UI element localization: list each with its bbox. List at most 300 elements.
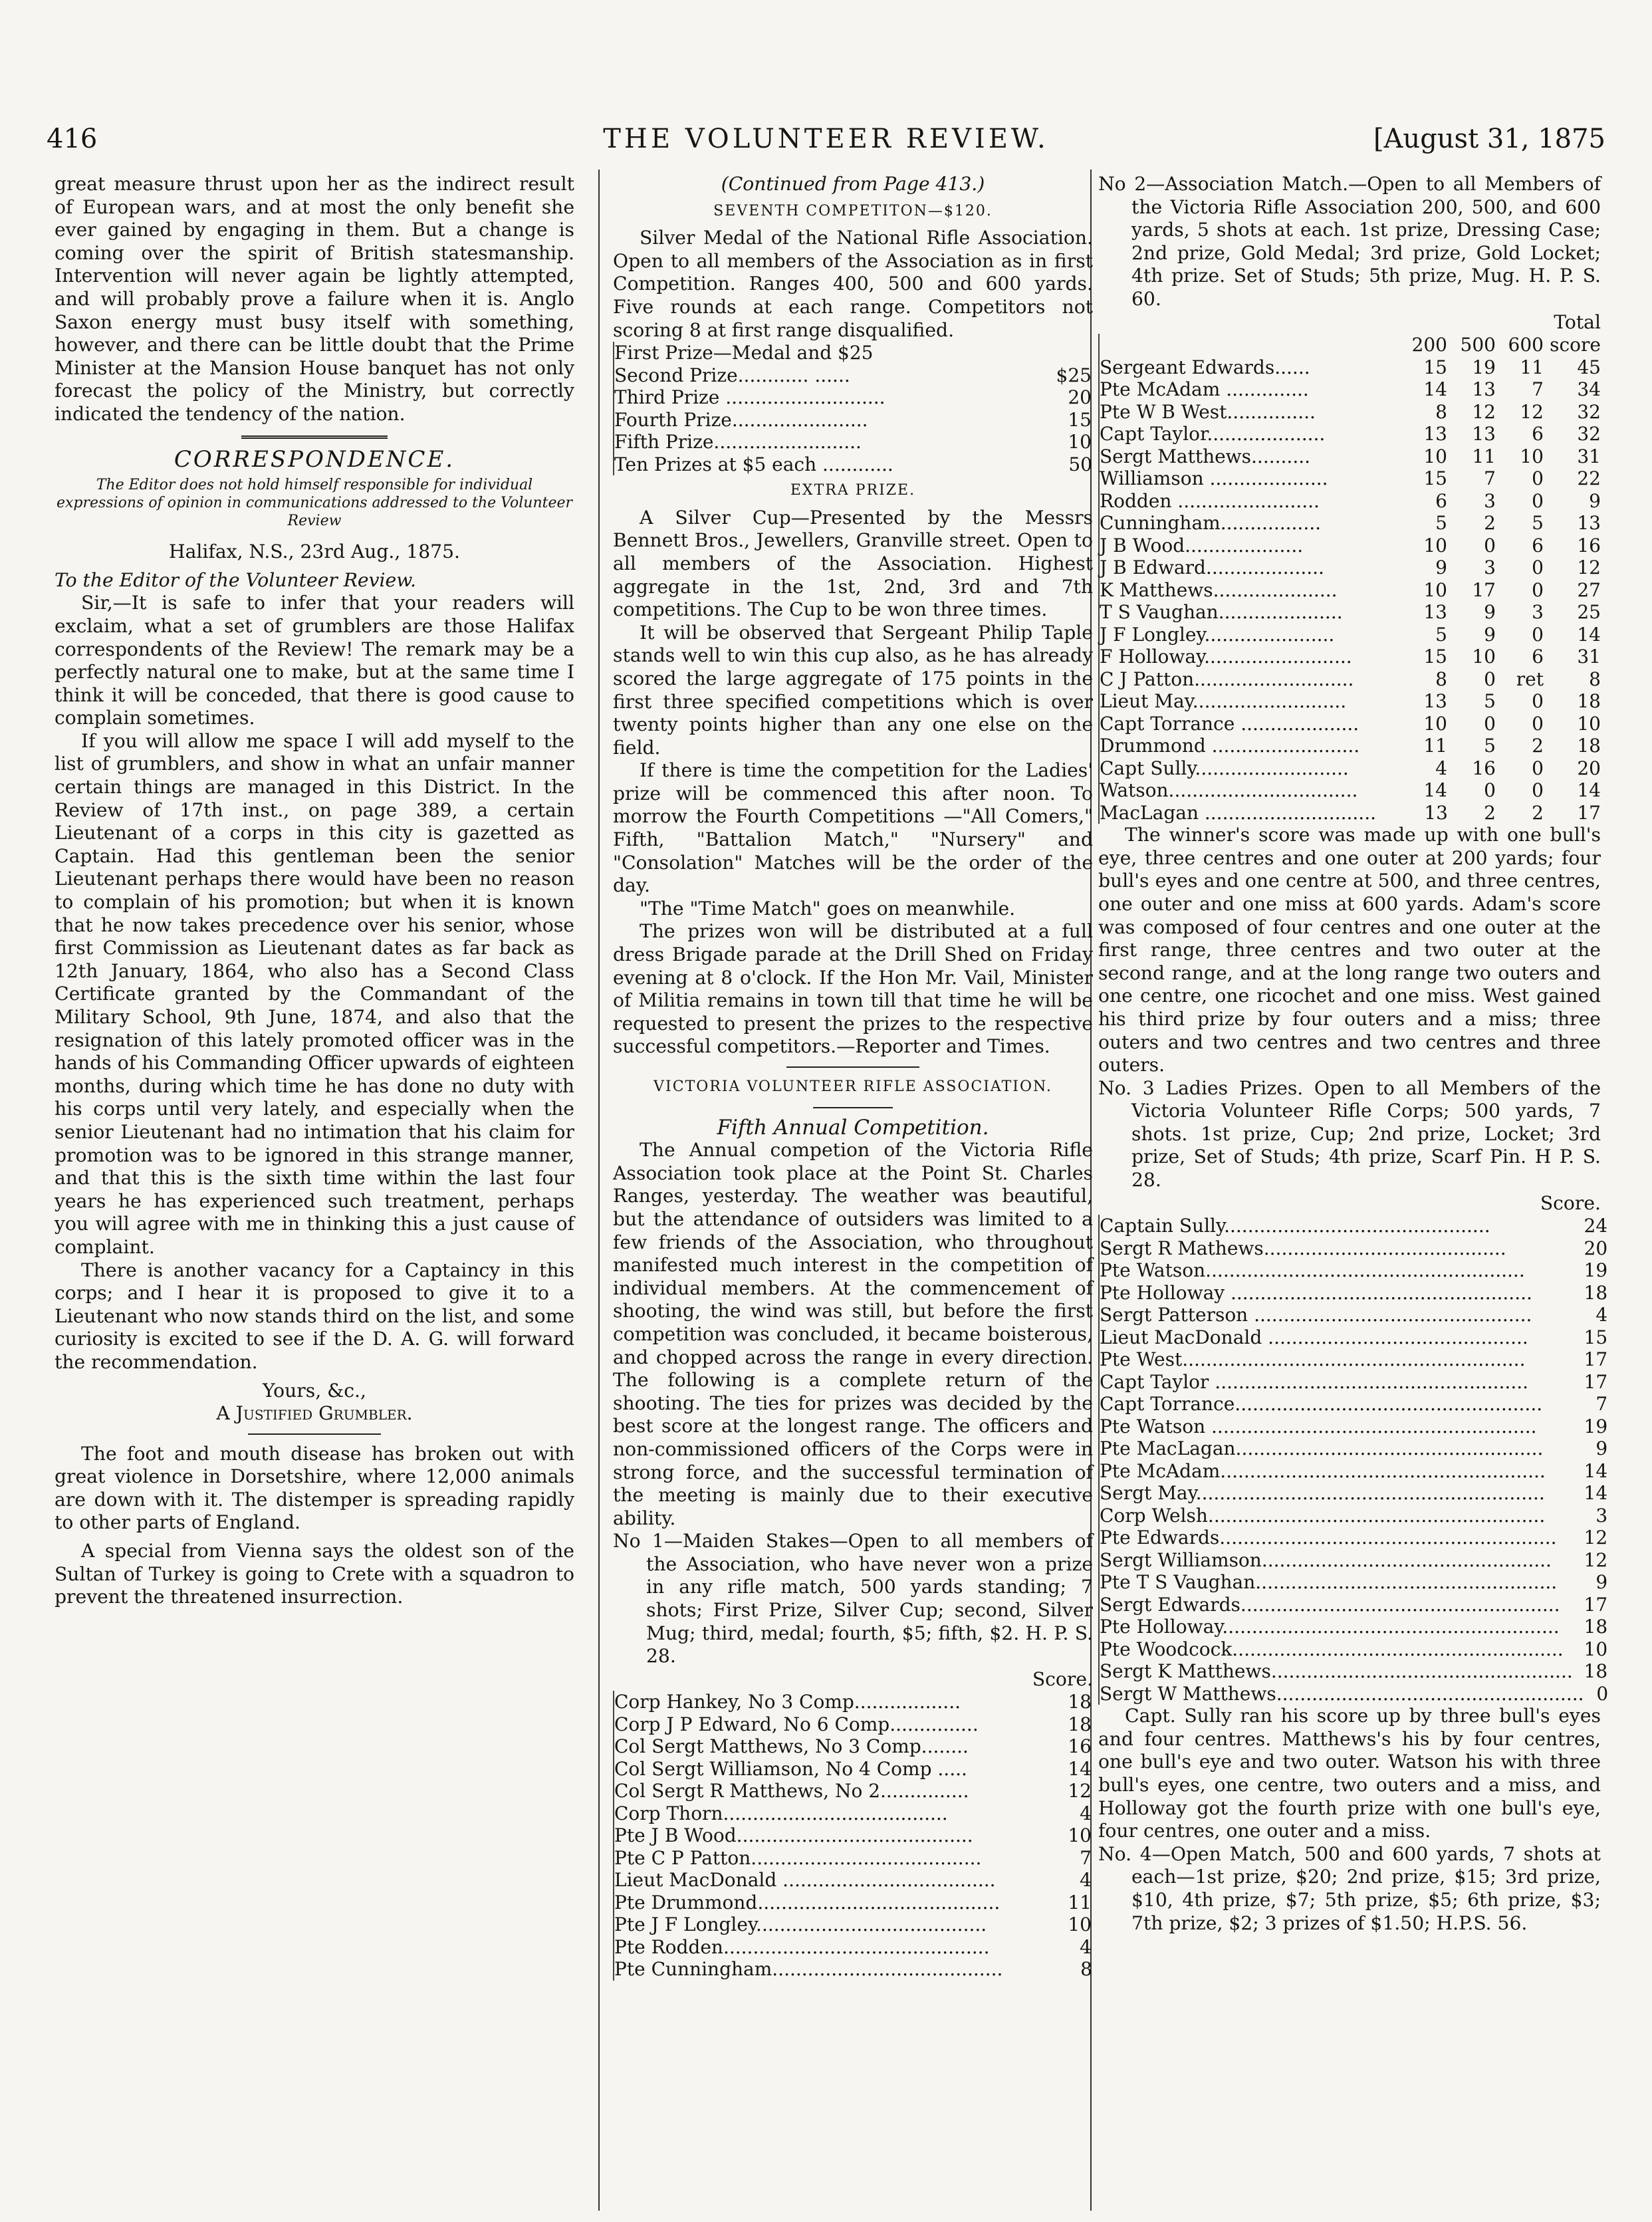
competitor-name: J F Longley......................	[1100, 623, 1335, 646]
score-600-yards: 0	[1532, 623, 1544, 646]
competitor-name: Rodden ........................	[1100, 489, 1320, 512]
score-200-yards: 8	[1435, 400, 1447, 423]
letter-signature: A Justified Grumbler.	[216, 1402, 413, 1425]
competitor-score: 10	[1068, 1913, 1092, 1936]
total-score: 20	[1577, 757, 1601, 779]
prize-amount: 20	[1068, 386, 1092, 409]
table-row	[614, 1713, 1092, 1736]
competitor-name: Corp Welsh.........................................................	[1100, 1504, 1546, 1527]
competitor-name: T S Vaughan.....................	[1100, 601, 1343, 624]
table-row	[1099, 690, 1601, 713]
competitor-name: Pte Rodden.............................................	[614, 1935, 990, 1958]
extra-prize-paragraph: A Silver Cup—Presented by the Messrs Bennett Bros., Jewellers, Granville street. Open to all members of the Association. Highest aggregate in the 1st, 2nd, 3rd and 7th competitions. The Cup to be won three times.	[613, 506, 1093, 621]
table-row	[1099, 1393, 1608, 1416]
table-row	[1099, 423, 1601, 445]
table-row	[1099, 1215, 1608, 1237]
score-600-yards: 0	[1532, 556, 1544, 579]
total-score: 18	[1577, 690, 1601, 713]
competitor-score: 11	[1068, 1891, 1092, 1913]
table-row	[614, 453, 1092, 476]
competitor-name: Pte Woodcock........................................................	[1100, 1638, 1564, 1660]
prize-amount	[1044, 342, 1092, 364]
competitor-name: Pte McAdam.......................................................	[1100, 1459, 1546, 1482]
table-row	[614, 342, 1092, 364]
table-row	[614, 1824, 1092, 1847]
competitor-score: 15	[1584, 1326, 1608, 1348]
table-row	[1099, 1326, 1608, 1349]
competitor-name: Capt Torrance....................................................	[1100, 1393, 1543, 1416]
prize-label: Second Prize............ ......	[614, 364, 850, 386]
competitor-score: 18	[1584, 1616, 1608, 1638]
score-600-yards: 10	[1520, 445, 1544, 467]
competitor-name: Capt Sully..........................	[1100, 757, 1349, 779]
table-row	[1099, 1549, 1608, 1572]
score-600-yards: ret	[1516, 668, 1544, 690]
correspondence-heading: CORRESPONDENCE.	[174, 445, 455, 473]
competitor-name: Pte Holloway.........................................................	[1100, 1616, 1560, 1638]
total-score: 22	[1577, 467, 1601, 490]
table-row	[1099, 1683, 1608, 1705]
competitor-name: Pte Watson .......................................................	[1100, 1415, 1537, 1437]
competitor-name: Capt Taylor....................	[1100, 423, 1326, 445]
score-600-yards: 0	[1532, 489, 1544, 512]
competitor-name: Pte West..........................................................	[1100, 1348, 1526, 1371]
table-row	[1099, 1616, 1608, 1638]
competitor-score: 18	[1068, 1713, 1092, 1735]
letter-dateline: Halifax, N.S., 23rd Aug., 1875.	[169, 541, 460, 563]
score-600-yards: 0	[1532, 467, 1544, 490]
section-divider	[813, 1107, 893, 1108]
column-divider-1	[598, 170, 600, 2211]
competitor-name: Sergt Williamson.................................................	[1100, 1548, 1552, 1571]
seventh-competition-description: Silver Medal of the National Rifle Association. Open to all members of the Association as in first Competition. Ranges 400, 500 and 600 yards. Five rounds at each range. Competitors not scoring 8 at first range disqualified.	[613, 227, 1093, 341]
competitor-name: Cunningham.................	[1100, 512, 1322, 535]
score-500-yards: 17	[1472, 578, 1496, 601]
competitor-score: 17	[1584, 1593, 1608, 1616]
prize-label: First Prize—Medal and $25	[614, 342, 874, 364]
section-divider	[786, 1066, 919, 1068]
total-score: 13	[1577, 512, 1601, 535]
masthead-title: THE VOLUNTEER REVIEW.	[603, 124, 1049, 154]
match1-results-table	[613, 1691, 1093, 1981]
total-score: 9	[1589, 489, 1601, 512]
competitor-name: Sergt May...........................................................	[1100, 1482, 1545, 1505]
score-500-yards: 3	[1484, 489, 1496, 512]
competitor-score: 12	[1584, 1548, 1608, 1571]
total-score: 18	[1577, 735, 1601, 757]
competitor-name: Lieut MacDonald ............................................	[1100, 1326, 1528, 1348]
score-500-yards: 9	[1484, 601, 1496, 624]
competitor-score: 14	[1068, 1757, 1092, 1780]
match2-description: No 2—Association Match.—Open to all Members of the Victoria Rifle Association 200, 500, and 600 yards, 5 shots at each. 1st prize, Dressing Case; 2nd prize, Gold Medal; 3rd prize, Gold Locket; 4th prize. Set of Studs; 5th prize, Mug. H. P. S. 60.	[1098, 173, 1601, 310]
total-score: 14	[1577, 779, 1601, 802]
match4-description: No. 4—Open Match, 500 and 600 yards, 7 shots at each—1st prize, $20; 2nd prize, $15; 3rd prize, $10, 4th prize, $7; 5th prize, $5; 6th prize, $3; 7th prize, $2; 3 prizes of $1.50; H.P.S. 56.	[1098, 1842, 1601, 1934]
page-number: 416	[47, 124, 98, 154]
match3-notes: Capt. Sully ran his score up by three bull's eyes and four centres. Matthews's his by four centres, one bull's eye and two outer. Watson his with three bull's eyes, one centre, two outers and a miss, and Holloway got the fourth prize with one bull's eye, four centres, one outer and a miss.	[1098, 1705, 1601, 1842]
score-200-yards: 13	[1423, 690, 1447, 713]
table-row	[1099, 802, 1601, 824]
table-row	[1099, 467, 1601, 490]
table-row	[1099, 1571, 1608, 1594]
score-600-yards: 5	[1532, 512, 1544, 535]
score-200-yards: 4	[1435, 757, 1447, 779]
competitor-name: Pte MacLagan....................................................	[1100, 1437, 1544, 1460]
score-200-yards: 10	[1423, 578, 1447, 601]
score-600-yards: 0	[1532, 757, 1544, 779]
competitor-score: 18	[1584, 1281, 1608, 1304]
table-row	[1099, 1527, 1608, 1549]
total-score: 31	[1577, 445, 1601, 467]
score-600-yards: 0	[1532, 578, 1544, 601]
score-500-yards: 10	[1472, 646, 1496, 668]
score-200-yards: 5	[1435, 623, 1447, 646]
score-500-yards: 19	[1472, 356, 1496, 378]
extra-prize-paragraph: The prizes won will be distributed at a full dress Brigade parade at the Drill Shed on Friday evening at 8 o'clock. If the Hon Mr. Vail, Minister of Militia remains in town till that time he will be requested to present the prizes to the respective successful competitors.—Reporter and Times.	[613, 920, 1093, 1058]
column-header: 500	[1460, 334, 1496, 356]
column-right	[1098, 173, 1609, 2207]
table-row	[614, 431, 1092, 453]
table-row	[614, 1936, 1092, 1959]
score-500-yards: 3	[1484, 556, 1496, 579]
total-score: 10	[1577, 712, 1601, 735]
score-600-yards: 7	[1532, 378, 1544, 401]
table-row	[1099, 445, 1601, 468]
score-500-yards: 0	[1484, 712, 1496, 735]
seventh-competition-heading: SEVENTH COMPETITON—$120.	[713, 202, 993, 219]
score-600-yards: 6	[1532, 423, 1544, 445]
competitor-score: 19	[1584, 1415, 1608, 1437]
table-row	[1099, 668, 1601, 691]
competitor-name: Pte Edwards.........................................................	[1100, 1527, 1557, 1549]
editorial-paragraph: great measure thrust upon her as the indirect result of European wars, and at most the only benefit she ever gained by engaging in them. But a change is coming over the spirit of British statesmanship. Intervention will never again be lightly attempted, and will probably prove a failure when it is. Anglo Saxon energy must busy itself with something, however, and there can be little doubt that the Prime Minister at the Mansion House banquet has not only forecast the policy of the Ministry, but correctly indicated the tendency of the nation.	[55, 173, 574, 425]
prize-label: Ten Prizes at $5 each ............	[614, 453, 893, 475]
prize-amount: $25	[1056, 364, 1092, 386]
competitor-name: Sergt W Matthews....................................................	[1100, 1682, 1584, 1705]
column-middle	[613, 173, 1093, 2207]
table-row	[1099, 1348, 1608, 1371]
competitor-name: Corp Thorn......................................	[614, 1802, 948, 1824]
table-row	[1099, 490, 1601, 513]
score-200-yards: 6	[1435, 489, 1447, 512]
score-200-yards: 10	[1423, 445, 1447, 467]
total-score: 8	[1589, 668, 1601, 690]
score-label: Score.	[1032, 1667, 1093, 1690]
match1-description: No 1—Maiden Stakes—Open to all members of the Association, who have never won a prize in any rifle match, 500 yards standing; 7 shots; First Prize, Silver Cup; second, Silver Mug; third, medal; fourth, $5; fifth, $2. H. P. S. 28.	[613, 1530, 1093, 1667]
score-600-yards: 6	[1532, 646, 1544, 668]
score-500-yards: 5	[1484, 690, 1496, 713]
letter-salutation: To the Editor of the Volunteer Review.	[55, 568, 416, 591]
match3-results-table	[1098, 1215, 1609, 1705]
score-200-yards: 5	[1435, 512, 1447, 535]
table-row	[1099, 779, 1601, 802]
competitor-score: 0	[1596, 1682, 1609, 1705]
column-left	[55, 173, 574, 2207]
score-200-yards: 15	[1423, 356, 1447, 378]
score-500-yards: 12	[1472, 400, 1496, 423]
competitor-name: Sergt Patterson ...............................................	[1100, 1304, 1532, 1326]
competitor-name: Col Sergt Williamson, No 4 Comp .....	[614, 1757, 967, 1780]
score-500-yards: 5	[1484, 735, 1496, 757]
competitor-name: Williamson ....................	[1100, 467, 1328, 490]
total-score: 14	[1577, 623, 1601, 646]
table-row	[1099, 579, 1601, 602]
table-row	[1099, 646, 1601, 668]
competitor-score: 18	[1584, 1660, 1608, 1683]
table-row	[614, 1758, 1092, 1781]
score-600-yards: 0	[1532, 690, 1544, 713]
prize-label: Third Prize ...........................	[614, 386, 885, 409]
competitor-score: 9	[1595, 1571, 1608, 1594]
table-header-row	[1099, 334, 1601, 356]
table-row	[1099, 401, 1601, 424]
total-score: 32	[1577, 423, 1601, 445]
score-600-yards: 6	[1532, 534, 1544, 556]
letter-paragraph: Sir,—It is safe to infer that your readers will exclaim, what a set of grumblers are those Halifax correspondents of the Review! The remark may be a perfectly natural one to make, but at the same time I think it will be conceded, that there is good cause to complain sometimes.	[55, 592, 574, 729]
table-row	[1099, 713, 1601, 735]
competitor-score: 14	[1584, 1482, 1608, 1505]
extra-prize-paragraph: If there is time the competition for the Ladies' prize will be commenced this after noon. To morrow the Fourth Competitions —"All Comers," Fifth, "Battalion Match," "Nursery" and "Consolation" Matches will be the order of the day.	[613, 759, 1093, 897]
news-paragraph: The foot and mouth disease has broken out with great violence in Dorsetshire, where 12,000 animals are down with it. The distemper is spreading rapidly to other parts of England.	[55, 1442, 574, 1534]
match2-results-table	[1098, 334, 1601, 824]
score-500-yards: 0	[1484, 779, 1496, 802]
competitor-name: Col Sergt Matthews, No 3 Comp........	[614, 1735, 969, 1758]
table-row	[1099, 356, 1601, 379]
news-paragraph: A special from Vienna says the oldest son of the Sultan of Turkey is going to Crete with a squadron to prevent the threatened insurrection.	[55, 1540, 574, 1608]
score-500-yards: 2	[1484, 512, 1496, 535]
prize-label: Fifth Prize.........................	[614, 431, 862, 453]
total-score: 16	[1577, 534, 1601, 556]
competitor-score: 24	[1584, 1215, 1608, 1237]
table-row	[614, 386, 1092, 409]
table-row	[1099, 1259, 1608, 1282]
continued-note: (Continued from Page 413.)	[721, 173, 985, 195]
table-row	[1099, 1416, 1608, 1438]
competitor-score: 7	[1080, 1846, 1092, 1869]
competitor-name: MacLagan .............................	[1100, 801, 1376, 824]
score-600-yards: 0	[1532, 712, 1544, 735]
competitor-score: 10	[1584, 1638, 1608, 1660]
competitor-name: Watson................................	[1100, 779, 1358, 802]
prize-amount: 10	[1068, 431, 1092, 453]
competitor-score: 12	[1584, 1527, 1608, 1549]
column-header: 600	[1508, 334, 1544, 356]
competitor-score: 9	[1595, 1437, 1608, 1460]
prize-amount: 15	[1068, 408, 1092, 431]
table-row	[614, 1780, 1092, 1802]
table-row	[1099, 1460, 1608, 1483]
competitor-score: 17	[1584, 1370, 1608, 1393]
competitor-name: J B Edward....................	[1100, 556, 1324, 579]
competitor-name: Pte McAdam ..............	[1100, 378, 1309, 401]
table-row	[614, 364, 1092, 387]
score-200-yards: 15	[1423, 467, 1447, 490]
table-row	[1099, 1282, 1608, 1304]
competitor-name: Sergt R Mathews.........................................	[1100, 1237, 1506, 1259]
editor-disclaimer: The Editor does not hold himself responsible for individual expressions of opinion in communications addressed to the Volunteer Review	[56, 477, 573, 530]
competitor-score: 17	[1584, 1348, 1608, 1371]
table-row	[614, 1691, 1092, 1713]
competitor-score: 4	[1080, 1802, 1092, 1824]
competitor-name: Pte J F Longley.......................................	[614, 1913, 987, 1936]
competitor-name: Lieut May..........................	[1100, 690, 1347, 713]
competitor-name: Pte J B Wood........................................	[614, 1824, 973, 1847]
score-500-yards: 16	[1472, 757, 1496, 779]
table-row	[1099, 1660, 1608, 1683]
total-score: 12	[1577, 556, 1601, 579]
total-score: 27	[1577, 578, 1601, 601]
score-200-yards: 9	[1435, 556, 1447, 579]
table-row	[614, 1913, 1092, 1936]
prize-table	[613, 342, 1093, 475]
competitor-score: 14	[1584, 1459, 1608, 1482]
table-row	[1099, 735, 1601, 757]
score-200-yards: 13	[1424, 801, 1448, 824]
column-header: 200	[1411, 334, 1447, 356]
total-label: Total	[1554, 310, 1601, 333]
table-row	[1099, 378, 1601, 401]
total-score: 34	[1577, 378, 1601, 401]
page-header	[47, 117, 1605, 164]
score-200-yards: 11	[1423, 735, 1447, 757]
score-200-yards: 14	[1423, 779, 1447, 802]
issue-date: [August 31, 1875	[1373, 124, 1605, 154]
prize-amount: 50	[1068, 453, 1092, 475]
table-row	[614, 1847, 1092, 1870]
score-200-yards: 14	[1423, 378, 1447, 401]
competitor-score: 7	[1595, 1393, 1608, 1416]
competitor-score: 4	[1080, 1935, 1092, 1958]
score-label: Score.	[1540, 1191, 1601, 1214]
score-500-yards: 0	[1484, 534, 1496, 556]
extra-prize-paragraph: "The "Time Match" goes on meanwhile.	[640, 897, 1016, 920]
match2-notes: The winner's score was made up with one bull's eye, three centres and one outer at 200 yards; four bull's eyes and one centre at 500, and three centres, one outer and one miss at 600 yards. Adam's score was composed of four centres and one outer at the first range, three centres and two outer at the second range, and at the long range two outers and one centre, one ricochet and one miss. West gained his third prize by four outers and a miss; three outers and two centres and two centres and three outers.	[1098, 824, 1601, 1076]
competitor-score: 19	[1584, 1259, 1608, 1282]
table-row	[1099, 1237, 1608, 1260]
section-divider	[248, 1433, 381, 1435]
competitor-name: Pte Holloway ...................................................	[1100, 1281, 1532, 1304]
table-row	[614, 1958, 1092, 1981]
competitor-name: Lieut MacDonald ....................................	[614, 1869, 996, 1892]
score-600-yards: 12	[1520, 400, 1544, 423]
table-row	[614, 1892, 1092, 1914]
score-200-yards: 10	[1423, 712, 1447, 735]
score-500-yards: 9	[1484, 623, 1496, 646]
competitor-score: 12	[1068, 1780, 1092, 1802]
table-row	[614, 409, 1092, 432]
competitor-name: Captain Sully.............................................	[1100, 1215, 1490, 1237]
competitor-score: 18	[1068, 1691, 1092, 1713]
score-200-yards: 10	[1423, 534, 1447, 556]
competitor-name: Corp J P Edward, No 6 Comp...............	[614, 1713, 979, 1735]
competitor-score: 16	[1068, 1735, 1092, 1758]
table-row	[1099, 601, 1601, 624]
total-score: 32	[1577, 400, 1601, 423]
table-row	[1099, 535, 1601, 557]
table-row	[614, 1735, 1092, 1758]
score-200-yards: 13	[1423, 423, 1447, 445]
competitor-name: Sergeant Edwards......	[1100, 356, 1310, 378]
total-score: 17	[1577, 801, 1601, 824]
letter-paragraph: There is another vacancy for a Captaincy in this corps; and I hear it is proposed to give it to a Lieutenant who now stands third on the list, and some curiosity is excited to see if the D. A. G. will forward the recommendation.	[55, 1259, 574, 1373]
table-row	[1099, 624, 1601, 646]
table-row	[614, 1869, 1092, 1892]
table-row	[1099, 1482, 1608, 1505]
table-row	[1099, 757, 1601, 780]
competitor-name: C J Patton...........................	[1100, 668, 1354, 690]
competitor-name: Pte T S Vaughan...................................................	[1100, 1571, 1558, 1594]
table-row	[1099, 1505, 1608, 1527]
score-200-yards: 13	[1423, 601, 1447, 624]
total-score: 45	[1577, 356, 1601, 378]
extra-prize-heading: EXTRA PRIZE.	[790, 482, 916, 499]
competitor-name: Pte Drummond.........................................	[614, 1891, 1001, 1913]
table-row	[1099, 1594, 1608, 1616]
competitor-name: F Holloway.........................	[1100, 646, 1352, 668]
competition-report: The Annual competion of the Victoria Rifle Association took place at the Point St. Charles Ranges, yesterday. The weather was beautiful, but the attendance of outsiders was limited to a few friends of the Association, who throughout manifested much interest in the competition of individual members. At the commencement of shooting, the wind was still, but before the first competition was concluded, it became boisterous, and chopped across the range in every direction. The following is a complete return of the shooting. The ties for prizes was decided by the best score at the longest range. The officers and non-commissioned officers of the Corps were in strong force, and the successful termination of the meeting is mainly due to their executive ability.	[613, 1139, 1093, 1529]
table-row	[1099, 1437, 1608, 1460]
competitor-name: K Matthews.....................	[1100, 578, 1338, 601]
competitor-name: Pte W B West...............	[1100, 400, 1316, 423]
score-500-yards: 7	[1484, 467, 1496, 490]
competitor-name: Capt Torrance ....................	[1100, 712, 1359, 735]
table-row	[1099, 1371, 1608, 1394]
table-row	[1099, 556, 1601, 579]
column-header: score	[1550, 334, 1601, 356]
table-row	[1099, 512, 1601, 535]
table-row	[1099, 1638, 1608, 1661]
association-heading: VICTORIA VOLUNTEER RIFLE ASSOCIATION.	[653, 1078, 1052, 1095]
annual-competition-heading: Fifth Annual Competition.	[717, 1115, 989, 1140]
score-600-yards: 11	[1520, 356, 1544, 378]
score-500-yards: 0	[1484, 668, 1496, 690]
competitor-score: 4	[1080, 1869, 1092, 1892]
competitor-name: Drummond .........................	[1100, 735, 1360, 757]
letter-closing: Yours, &c.,	[263, 1379, 366, 1402]
prize-label: Fourth Prize.......................	[614, 408, 868, 431]
competitor-name: Sergt K Matthews...................................................	[1100, 1660, 1573, 1683]
competitor-name: Sergt Edwards......................................................	[1100, 1593, 1560, 1616]
competitor-name: Pte Cunningham.......................................	[614, 1958, 1003, 1981]
competitor-score: 10	[1068, 1824, 1092, 1847]
score-200-yards: 8	[1435, 668, 1447, 690]
competitor-score: 8	[1080, 1958, 1092, 1981]
total-score: 31	[1577, 646, 1601, 668]
competitor-name: Pte C P Patton.......................................	[614, 1846, 982, 1869]
match3-description: No. 3 Ladies Prizes. Open to all Members of the Victoria Volunteer Rifle Corps; 500 yards, 7 shots. 1st prize, Cup; 2nd prize, Locket; 3rd prize, Set of Studs; 4th prize, Scarf Pin. H P. S. 28.	[1098, 1076, 1601, 1191]
competitor-score: 4	[1595, 1304, 1608, 1326]
competitor-name: Sergt Matthews..........	[1100, 445, 1311, 467]
competitor-name: Pte Watson......................................................	[1100, 1259, 1525, 1282]
competitor-name: Capt Taylor .....................................................	[1100, 1370, 1529, 1393]
score-600-yards: 2	[1532, 801, 1544, 824]
competitor-name: Col Sergt R Matthews, No 2...............	[614, 1780, 969, 1802]
score-500-yards: 11	[1472, 445, 1496, 467]
competitor-name: Corp Hankey, No 3 Comp..................	[614, 1691, 961, 1713]
score-200-yards: 15	[1423, 646, 1447, 668]
score-600-yards: 3	[1532, 601, 1544, 624]
competitor-score: 20	[1584, 1237, 1608, 1259]
extra-prize-paragraph: It will be observed that Sergeant Philip Taple stands well to win this cup also, as he has already scored the large aggregate of 175 points in the first three specified competitions which is over twenty points higher than any one else on the field.	[613, 621, 1093, 759]
competitor-name: J B Wood....................	[1100, 534, 1304, 556]
table-row	[614, 1802, 1092, 1825]
score-500-yards: 13	[1472, 378, 1496, 401]
score-500-yards: 13	[1472, 423, 1496, 445]
score-600-yards: 2	[1532, 735, 1544, 757]
competitor-score: 3	[1595, 1504, 1608, 1527]
score-600-yards: 0	[1532, 779, 1544, 802]
letter-paragraph: If you will allow me space I will add myself to the list of grumblers, and show in what an unfair manner certain things are managed in this District. In the Review of 17th inst., on page 389, a certain Lieutenant of a corps in this city is gazetted as Captain. Had this gentleman been the senior Lieutenant perhaps there would have been no reason to complain of his promotion; but when it is known that he now takes precedence over his senior, whose first Commission as Lieutenant dates as far back as 12th January, 1864, who also has a Second Class Certificate granted by the Commandant of the Military School, 9th June, 1874, and also that the resignation of this lately promoted officer was in the hands of his Commanding Officer upwards of eighteen months, during which time he has done no duty with his corps until very lately, and especially when the senior Lieutenant had no intimation that his claim for promotion was to be ignored in this strange manner, and that this is the sixth time within the last four years he has experienced such treatment, perhaps you will agree with me in thinking this a just cause of complaint.	[55, 729, 574, 1258]
total-score: 25	[1577, 601, 1601, 624]
